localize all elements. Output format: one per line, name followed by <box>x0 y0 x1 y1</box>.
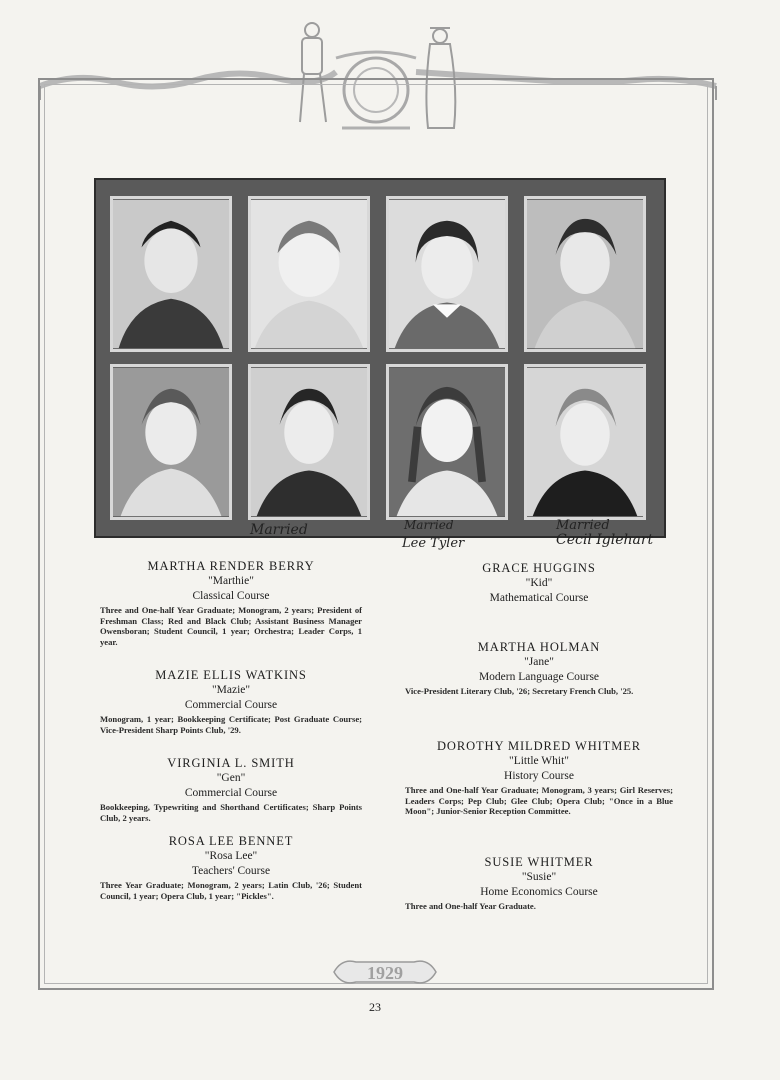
entry-susie-whitmer <box>405 854 673 912</box>
student-notes: Three and One-half Year Graduate. <box>405 901 536 911</box>
year-ornament <box>330 954 440 990</box>
handwriting-married-3: Married <box>556 518 610 533</box>
portrait-rosa-lee-bennet <box>524 364 646 520</box>
handwriting-married-1: Married <box>250 522 308 538</box>
student-course: Classical Course <box>192 590 270 602</box>
student-nickname: "Rosa Lee" <box>204 850 258 862</box>
entry-grace-huggins <box>405 560 673 606</box>
year-banner-icon <box>330 954 440 990</box>
student-name: SUSIE WHITMER <box>484 855 594 869</box>
portrait-mazie-watkins <box>110 364 232 520</box>
portrait-virginia-smith <box>386 364 508 520</box>
entry-martha-berry <box>100 558 362 647</box>
portrait-panel <box>94 178 666 538</box>
handwriting-lee-tyler: Lee Tyler <box>402 536 465 551</box>
student-nickname: "Little Whit" <box>509 755 569 767</box>
entry-martha-holman <box>405 639 673 697</box>
portrait-martha-holman <box>386 196 508 352</box>
portrait-susie-whitmer <box>248 364 370 520</box>
student-notes: Monogram, 1 year; Bookkeeping Certificate; Post Graduate Course; Vice-President Sharp Points Club, '29. <box>100 714 362 735</box>
student-course: Modern Language Course <box>478 671 600 683</box>
student-name: ROSA LEE BENNET <box>168 834 294 848</box>
page-number: 23 <box>369 1000 381 1014</box>
student-nickname: "Kid" <box>525 577 553 589</box>
student-name: VIRGINIA L. SMITH <box>167 756 295 770</box>
student-notes: Vice-President Literary Club, '26; Secretary French Club, '25. <box>405 686 634 696</box>
student-course: Home Economics Course <box>480 886 598 898</box>
student-notes: Three and One-half Year Graduate; Monogram, 2 years; President of Freshman Class; Red and Black Club; Assistant Business Manager Owensboran; Student Council, 1 year; Orchestra; Leader Corps, 1 year. <box>100 605 362 647</box>
handwriting-cecil: Cecil Iglehart <box>556 532 654 548</box>
entry-virginia-smith <box>100 755 362 823</box>
portrait-martha-berry <box>110 196 232 352</box>
student-notes: Bookkeeping, Typewriting and Shorthand Certificates; Sharp Points Club, 2 years. <box>100 802 362 823</box>
student-name: MARTHA RENDER BERRY <box>147 559 315 573</box>
student-name: MAZIE ELLIS WATKINS <box>155 668 307 682</box>
student-name: GRACE HUGGINS <box>482 561 596 575</box>
student-name: MARTHA HOLMAN <box>477 640 601 654</box>
handwriting-married-2: Married <box>404 518 454 532</box>
entry-rosa-lee-bennet <box>100 833 362 901</box>
entry-dorothy-whitmer <box>405 738 673 817</box>
student-nickname: "Mazie" <box>211 684 251 696</box>
student-name: DOROTHY MILDRED WHITMER <box>436 739 642 753</box>
year-text: 1929 <box>367 963 403 983</box>
student-course: Mathematical Course <box>489 592 589 604</box>
portrait-dorothy-whitmer <box>524 196 646 352</box>
student-course: Commercial Course <box>184 787 278 799</box>
student-course: Commercial Course <box>184 699 278 711</box>
entry-mazie-watkins <box>100 667 362 735</box>
student-nickname: "Jane" <box>524 656 554 668</box>
student-course: History Course <box>504 770 574 782</box>
student-nickname: "Susie" <box>521 871 557 883</box>
student-notes: Three and One-half Year Graduate; Monogram, 3 years; Girl Reserves; Leaders Corps; Pep Club; Glee Club; Opera Club; "Once in a Blue Moon"; Junior-Senior Reception Committee. <box>405 785 673 816</box>
student-nickname: "Gen" <box>216 772 246 784</box>
student-nickname: "Marthie" <box>208 575 254 587</box>
portrait-grace-huggins <box>248 196 370 352</box>
student-course: Teachers' Course <box>191 865 271 877</box>
student-notes: Three Year Graduate; Monogram, 2 years; Latin Club, '26; Student Council, 1 year; Opera Club, 1 year; "Pickles". <box>100 880 362 901</box>
